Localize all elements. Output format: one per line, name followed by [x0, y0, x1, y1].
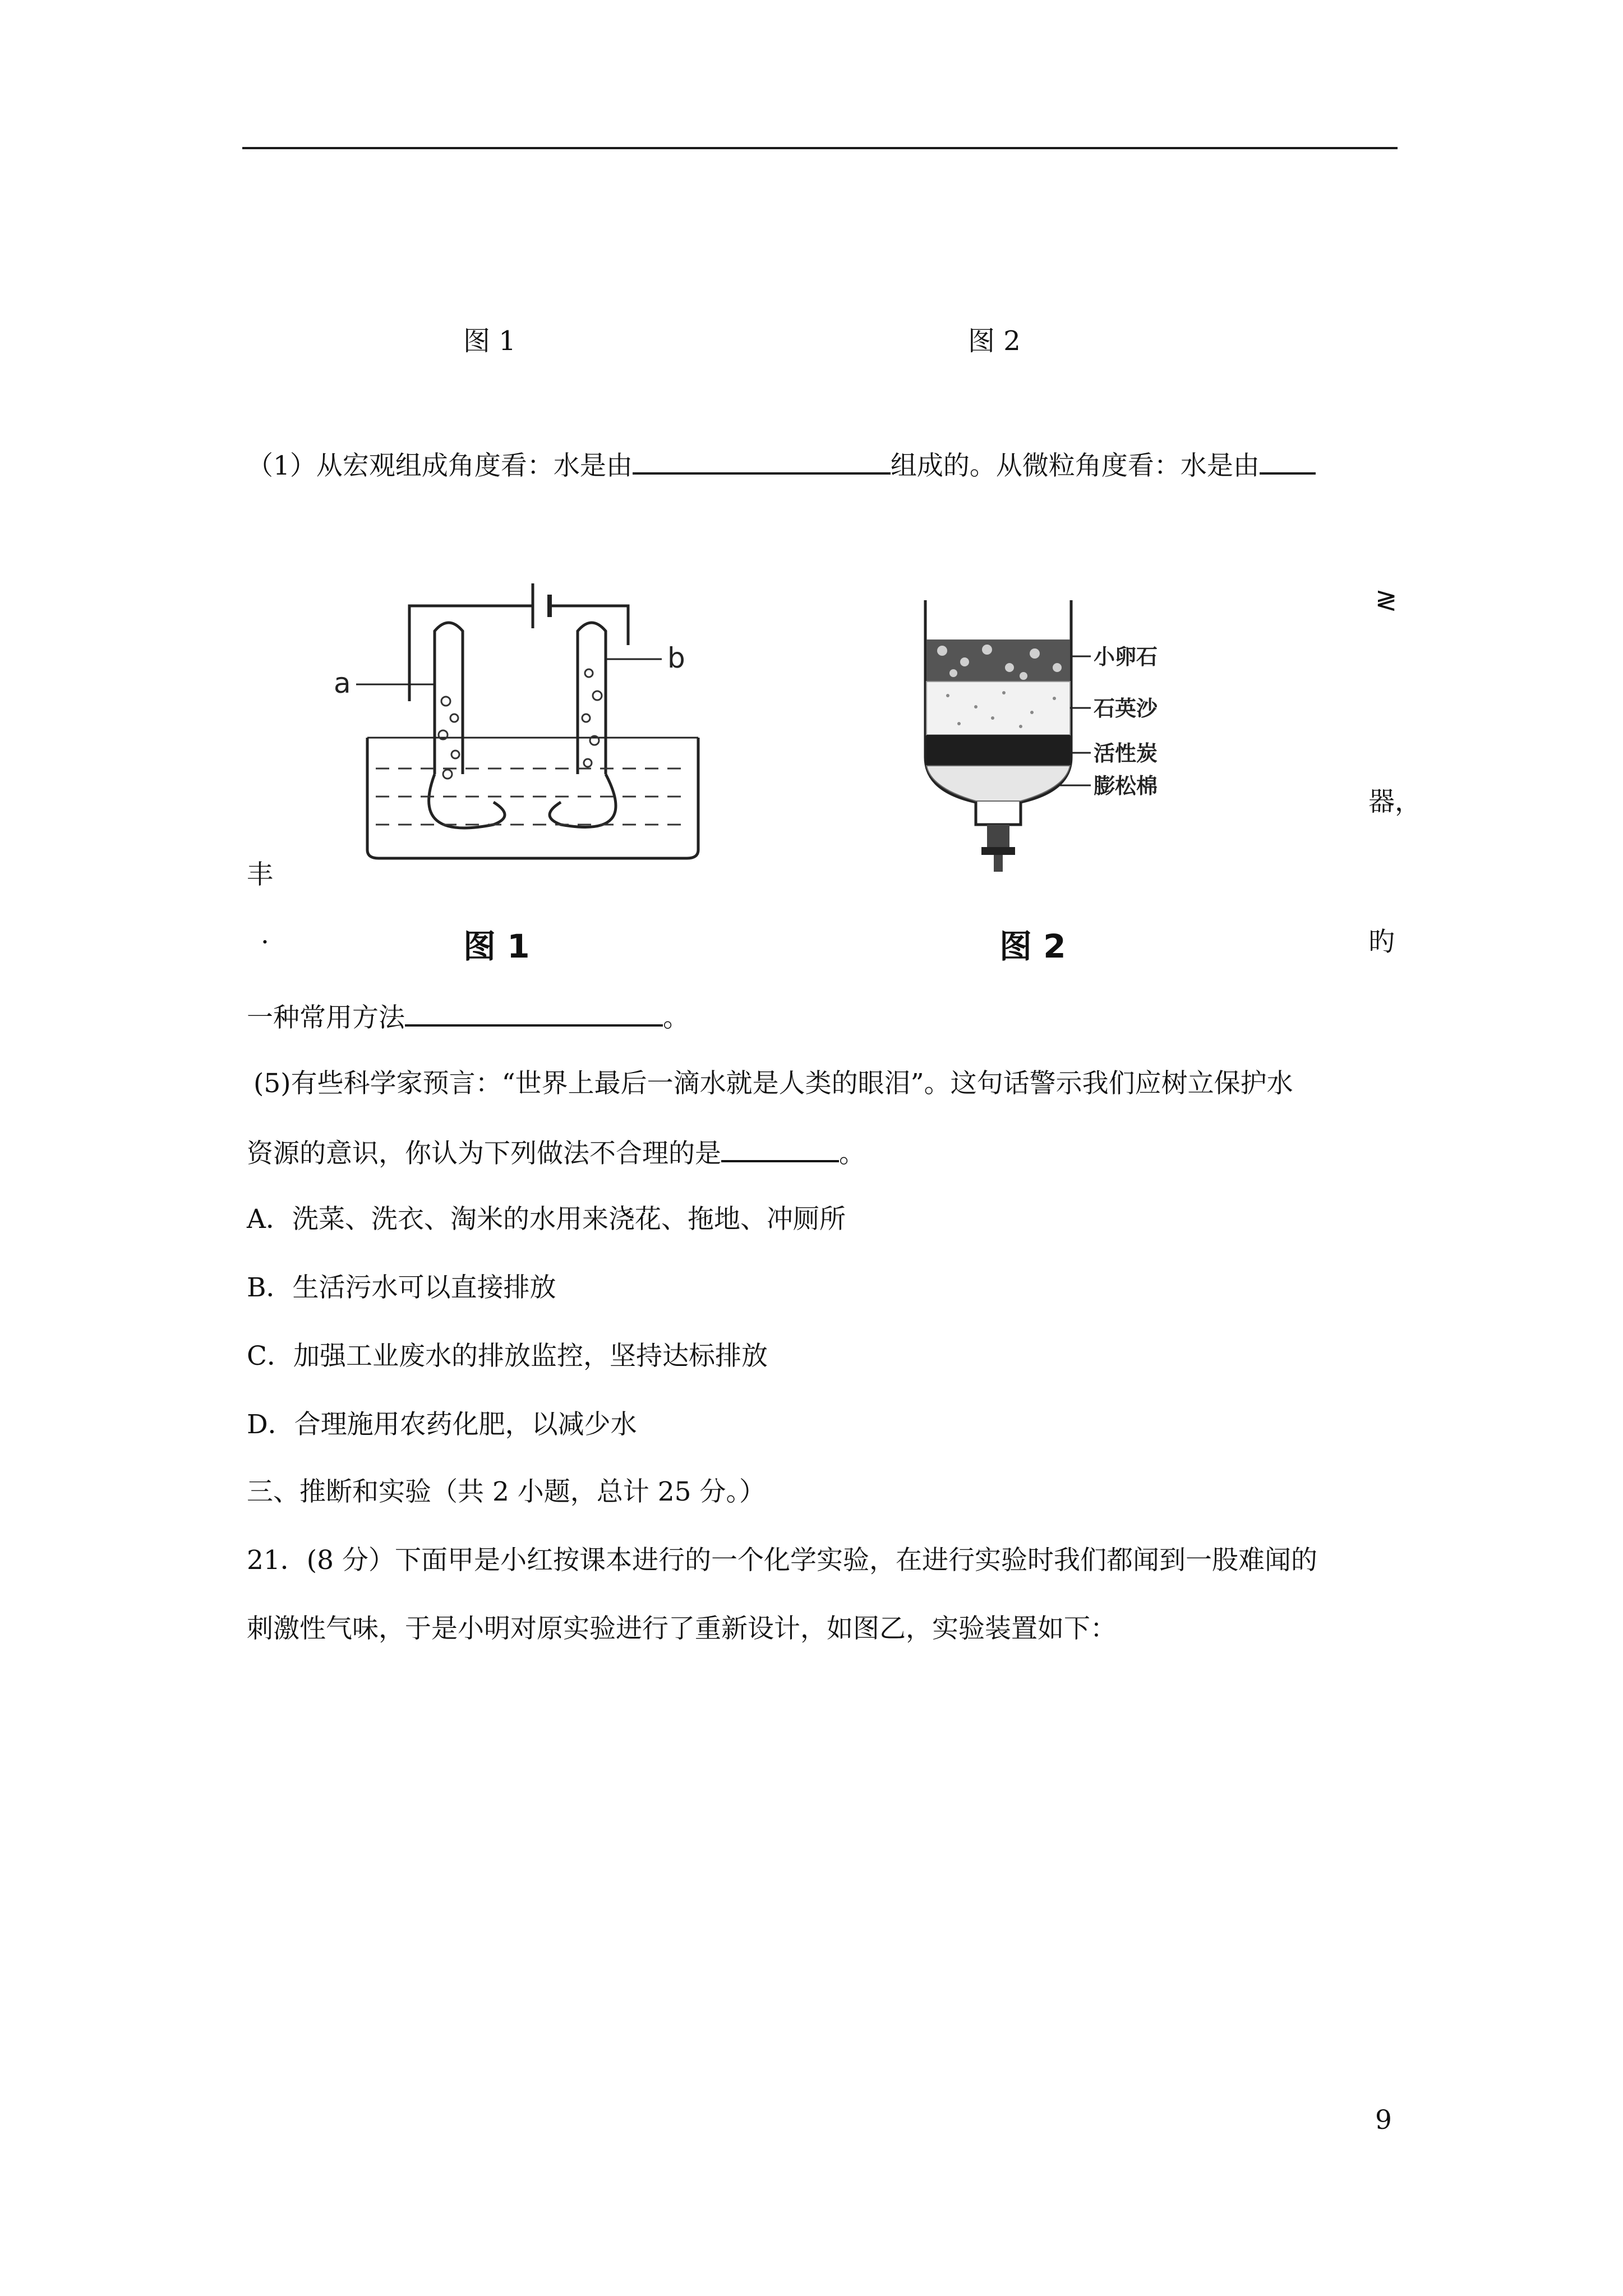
figure-1-label-b: b [667, 642, 685, 674]
section-3-heading: 三、推断和实验（共 2 小题，总计 25 分。） [247, 1476, 766, 1507]
option-a: A．洗菜、洗衣、淘米的水用来浇花、拖地、冲厕所 [247, 1204, 846, 1235]
figure-2-caption: 图 2 [999, 927, 1066, 965]
figure-2-water-filter-diagram [897, 578, 1211, 881]
caption-fig1-top: 图 1 [463, 325, 516, 357]
option-b: B．生活污水可以直接排放 [247, 1272, 556, 1303]
edge-fragment-right-low: 旳 [1368, 927, 1395, 958]
question-1-part-a: （1）从宏观组成角度看：水是由 [247, 450, 633, 481]
edge-fragment-right-mid: 器， [1368, 786, 1421, 817]
page-number: 9 [1375, 2105, 1392, 2136]
question-5-line-2-text: 资源的意识，你认为下列做法不合理的是 [247, 1138, 721, 1169]
answer-blank-1[interactable] [633, 447, 891, 475]
edge-fragment-left-mid: 丰 [247, 859, 273, 890]
method-line [247, 999, 689, 1035]
option-d: D．合理施用农药化肥，以减少水 [247, 1409, 637, 1440]
question-5-line-2-end: 。 [839, 1138, 865, 1169]
filter-layer-label-cotton: 膨松棉 [1094, 774, 1158, 798]
question-1-line [247, 447, 1316, 483]
answer-blank-3[interactable] [405, 999, 663, 1027]
option-c: C．加强工业废水的排放监控，坚持达标排放 [247, 1341, 768, 1372]
filter-layer-label-pebbles: 小卵石 [1094, 645, 1158, 669]
method-line-text: 一种常用方法 [247, 1002, 405, 1033]
question-5-line-1: (5)有些科学家预言：“世界上最后一滴水就是人类的眼泪”。这句话警示我们应树立保护水 [253, 1068, 1293, 1099]
answer-blank-2[interactable] [1260, 447, 1316, 475]
question-5-line-2 [247, 1134, 865, 1171]
header-rule [242, 147, 1398, 149]
filter-layer-label-carbon: 活性炭 [1094, 741, 1158, 766]
method-line-end: 。 [663, 1002, 689, 1033]
question-1-part-b: 组成的。从微粒角度看：水是由 [890, 450, 1260, 481]
figure-1-electrolysis-diagram [325, 533, 751, 881]
figure-1-caption: 图 1 [463, 927, 530, 965]
caption-fig2-top: 图 2 [968, 325, 1021, 357]
edge-fragment-left-low: · [261, 927, 269, 958]
figure-1-label-a: a [334, 667, 351, 700]
question-21-line-2: 刺激性气味，于是小明对原实验进行了重新设计，如图乙，实验装置如下： [247, 1613, 1117, 1644]
answer-blank-4[interactable] [721, 1134, 839, 1162]
edge-fragment-right-top: ≷ [1375, 585, 1398, 615]
filter-layer-label-sand: 石英沙 [1094, 696, 1158, 721]
question-21-line-1: 21．(8 分）下面甲是小红按课本进行的一个化学实验，在进行实验时我们都闻到一股难闻的 [247, 1545, 1317, 1576]
